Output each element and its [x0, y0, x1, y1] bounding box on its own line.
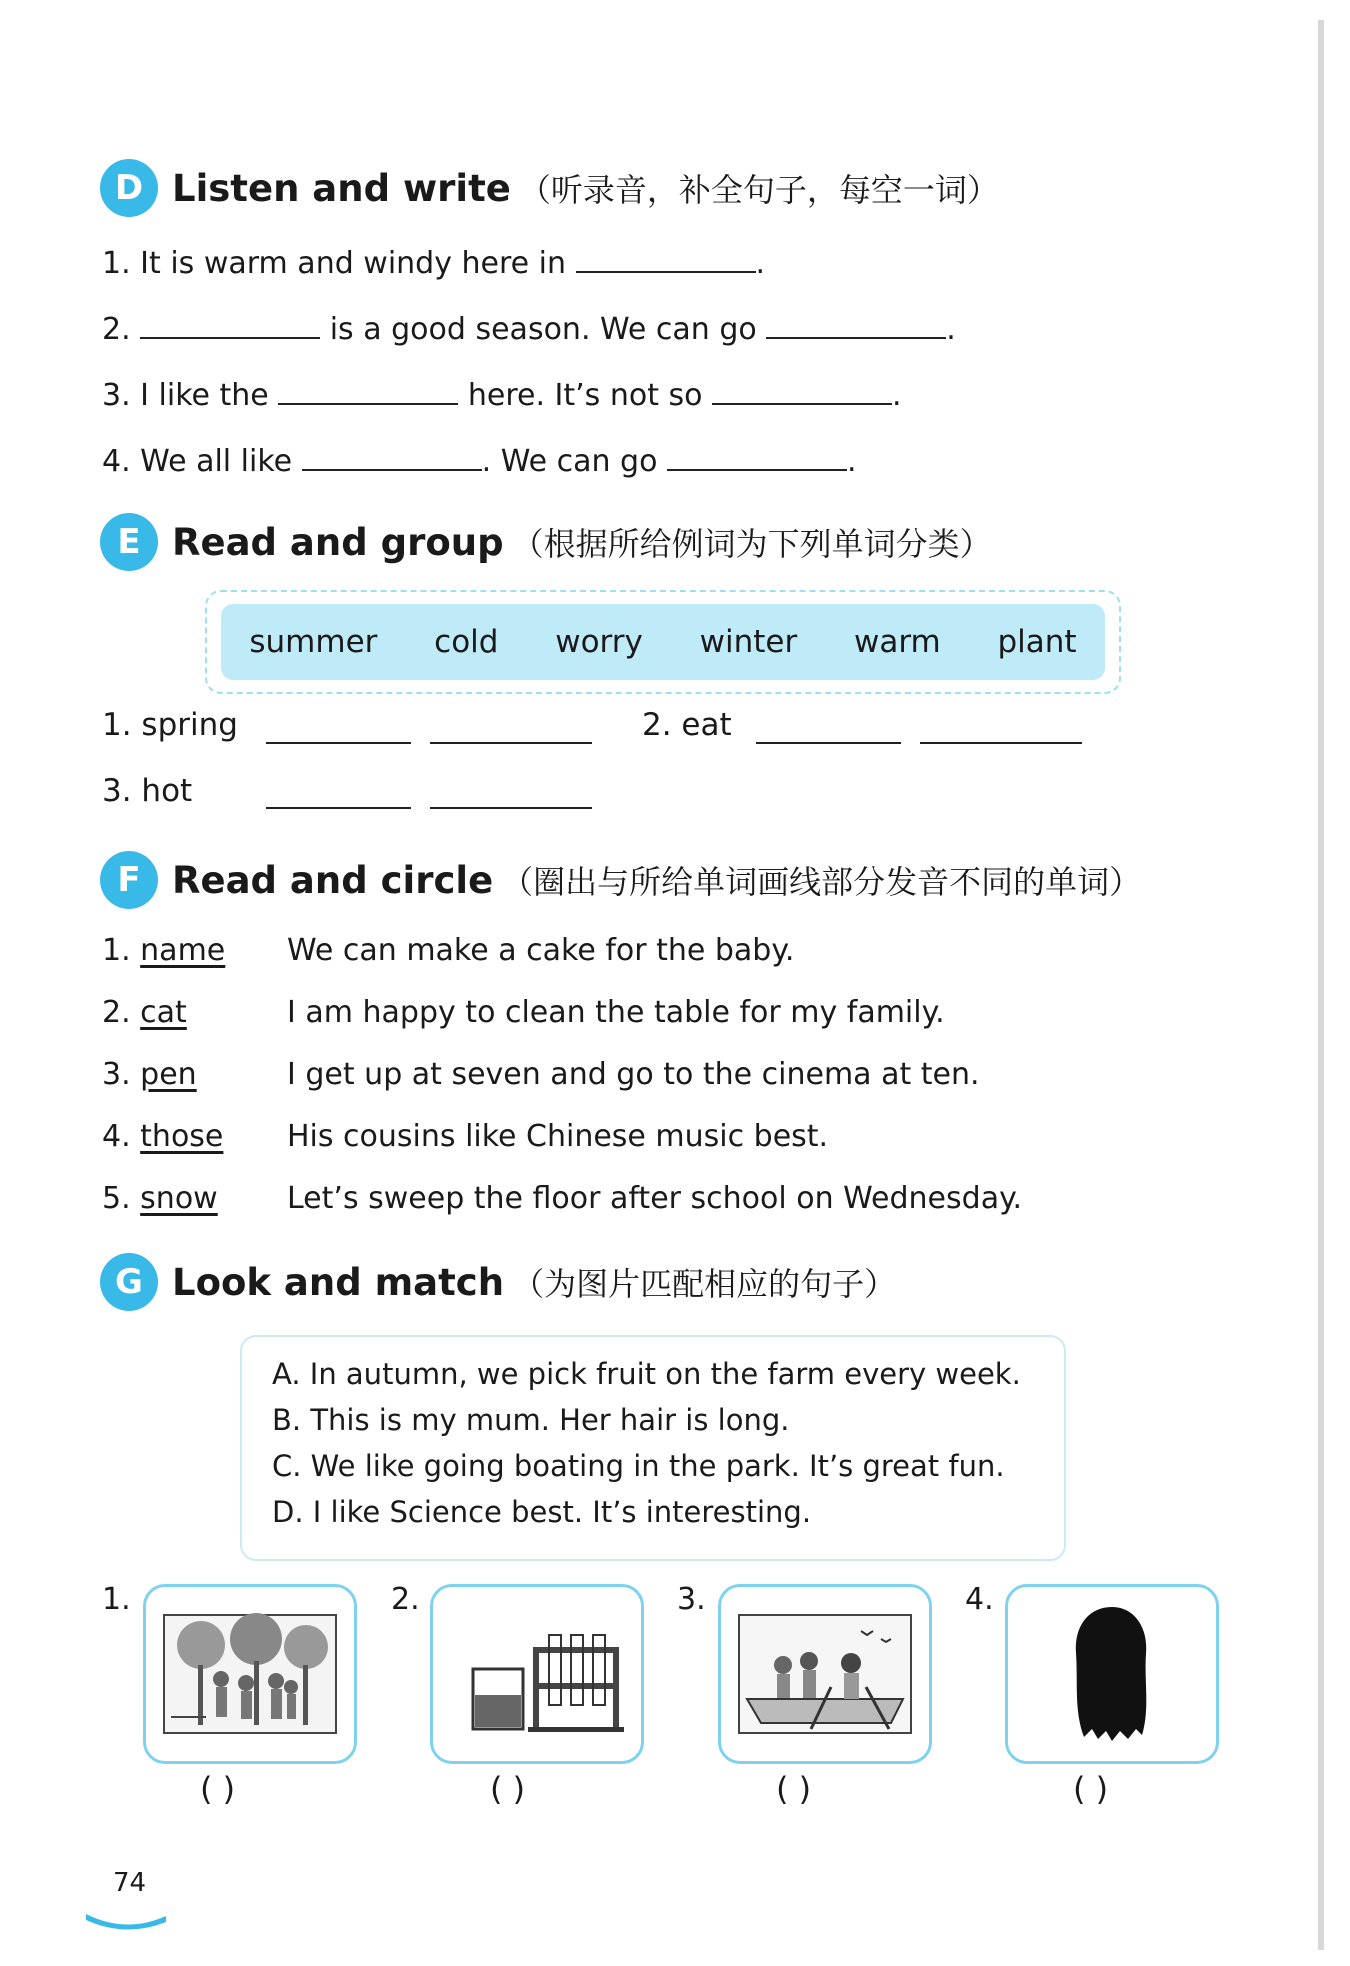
- answer-paren-4[interactable]: ( ): [1073, 1770, 1109, 1808]
- answer-blank[interactable]: [302, 441, 482, 471]
- section-g-title: Look and match: [172, 1260, 505, 1304]
- word-item: winter: [699, 624, 798, 660]
- section-d-header: [100, 158, 999, 218]
- answer-blank[interactable]: [140, 309, 320, 339]
- answer-blank[interactable]: [576, 243, 756, 273]
- section-g-instruction: （为图片匹配相应的句子）: [512, 1265, 897, 1303]
- word-item: summer: [249, 624, 378, 660]
- section-g-badge: G: [100, 1253, 158, 1311]
- group-blank[interactable]: [266, 807, 411, 809]
- f-sentence-2[interactable]: I am happy to clean the table for my family.: [287, 995, 945, 1030]
- f-word: pen: [140, 1057, 197, 1092]
- f-word: name: [140, 933, 226, 968]
- f-word: those: [140, 1119, 224, 1154]
- page-number: 74: [113, 1868, 147, 1898]
- f-sentence-5[interactable]: Let’s sweep the floor after school on Wednesday.: [287, 1181, 1023, 1216]
- sentence-options-box: [240, 1335, 1066, 1561]
- word-item: warm: [853, 624, 941, 660]
- page-tab-icon: [86, 1912, 166, 1930]
- section-e-badge: E: [100, 513, 158, 571]
- picture-boating: [718, 1584, 932, 1764]
- picture-fruit-picking: [143, 1584, 357, 1764]
- d-line-2: 2. is a good season. We can go .: [102, 309, 956, 347]
- answer-blank[interactable]: [278, 375, 458, 405]
- picture-science-lab: [430, 1584, 644, 1764]
- group-blank[interactable]: [430, 807, 592, 809]
- f-item-3: 3. pen: [102, 1057, 197, 1092]
- word-item: cold: [434, 624, 499, 660]
- picture-number-1: 1.: [102, 1582, 131, 1617]
- f-item-1: 1. name: [102, 933, 226, 968]
- d-line-3: 3. I like the here. It’s not so .: [102, 375, 902, 413]
- group-blank[interactable]: [756, 742, 901, 744]
- section-f-header: [100, 850, 1141, 910]
- f-sentence-3[interactable]: I get up at seven and go to the cinema at ten.: [287, 1057, 980, 1092]
- picture-number-4: 4.: [965, 1582, 994, 1617]
- picture-number-2: 2.: [391, 1582, 420, 1617]
- f-item-4: 4. those: [102, 1119, 224, 1154]
- group-blank[interactable]: [430, 742, 592, 744]
- section-d-instruction: （听录音，补全句子，每空一词）: [518, 171, 999, 209]
- group-blank[interactable]: [266, 742, 411, 744]
- section-e-header: [100, 512, 992, 572]
- page-edge: [1318, 20, 1324, 1950]
- answer-paren-1[interactable]: ( ): [200, 1770, 236, 1808]
- group-label-hot: 3. hot: [102, 773, 193, 809]
- option-a: A. In autumn, we pick fruit on the farm every week.: [272, 1357, 1021, 1391]
- group-label-eat: 2. eat: [642, 707, 732, 743]
- option-d: D. I like Science best. It’s interesting.: [272, 1495, 812, 1529]
- picture-number-3: 3.: [677, 1582, 706, 1617]
- word-item: worry: [555, 624, 643, 660]
- f-item-5: 5. snow: [102, 1181, 218, 1216]
- option-c: C. We like going boating in the park. It’s great fun.: [272, 1449, 1005, 1483]
- section-g-header: [100, 1252, 896, 1312]
- answer-paren-3[interactable]: ( ): [776, 1770, 812, 1808]
- answer-paren-2[interactable]: ( ): [490, 1770, 526, 1808]
- section-d-badge: D: [100, 159, 158, 217]
- f-word: snow: [140, 1181, 218, 1216]
- f-sentence-4[interactable]: His cousins like Chinese music best.: [287, 1119, 829, 1154]
- answer-blank[interactable]: [766, 309, 946, 339]
- section-f-instruction: （圈出与所给单词画线部分发音不同的单词）: [501, 863, 1142, 901]
- word-bank: [205, 590, 1121, 694]
- group-blank[interactable]: [920, 742, 1082, 744]
- section-d-title: Listen and write: [172, 166, 511, 210]
- section-f-badge: F: [100, 851, 158, 909]
- word-item: plant: [997, 624, 1077, 660]
- answer-blank[interactable]: [712, 375, 892, 405]
- f-item-2: 2. cat: [102, 995, 187, 1030]
- d-line-4: 4. We all like . We can go .: [102, 441, 857, 479]
- picture-long-hair: [1005, 1584, 1219, 1764]
- f-sentence-1[interactable]: We can make a cake for the baby.: [287, 933, 795, 968]
- section-e-title: Read and group: [172, 520, 504, 564]
- section-f-title: Read and circle: [172, 858, 494, 902]
- option-b: B. This is my mum. Her hair is long.: [272, 1403, 790, 1437]
- d-line-1: 1. It is warm and windy here in .: [102, 243, 765, 281]
- group-label-spring: 1. spring: [102, 707, 238, 743]
- section-e-instruction: （根据所给例词为下列单词分类）: [511, 525, 992, 563]
- f-word: cat: [140, 995, 187, 1030]
- answer-blank[interactable]: [667, 441, 847, 471]
